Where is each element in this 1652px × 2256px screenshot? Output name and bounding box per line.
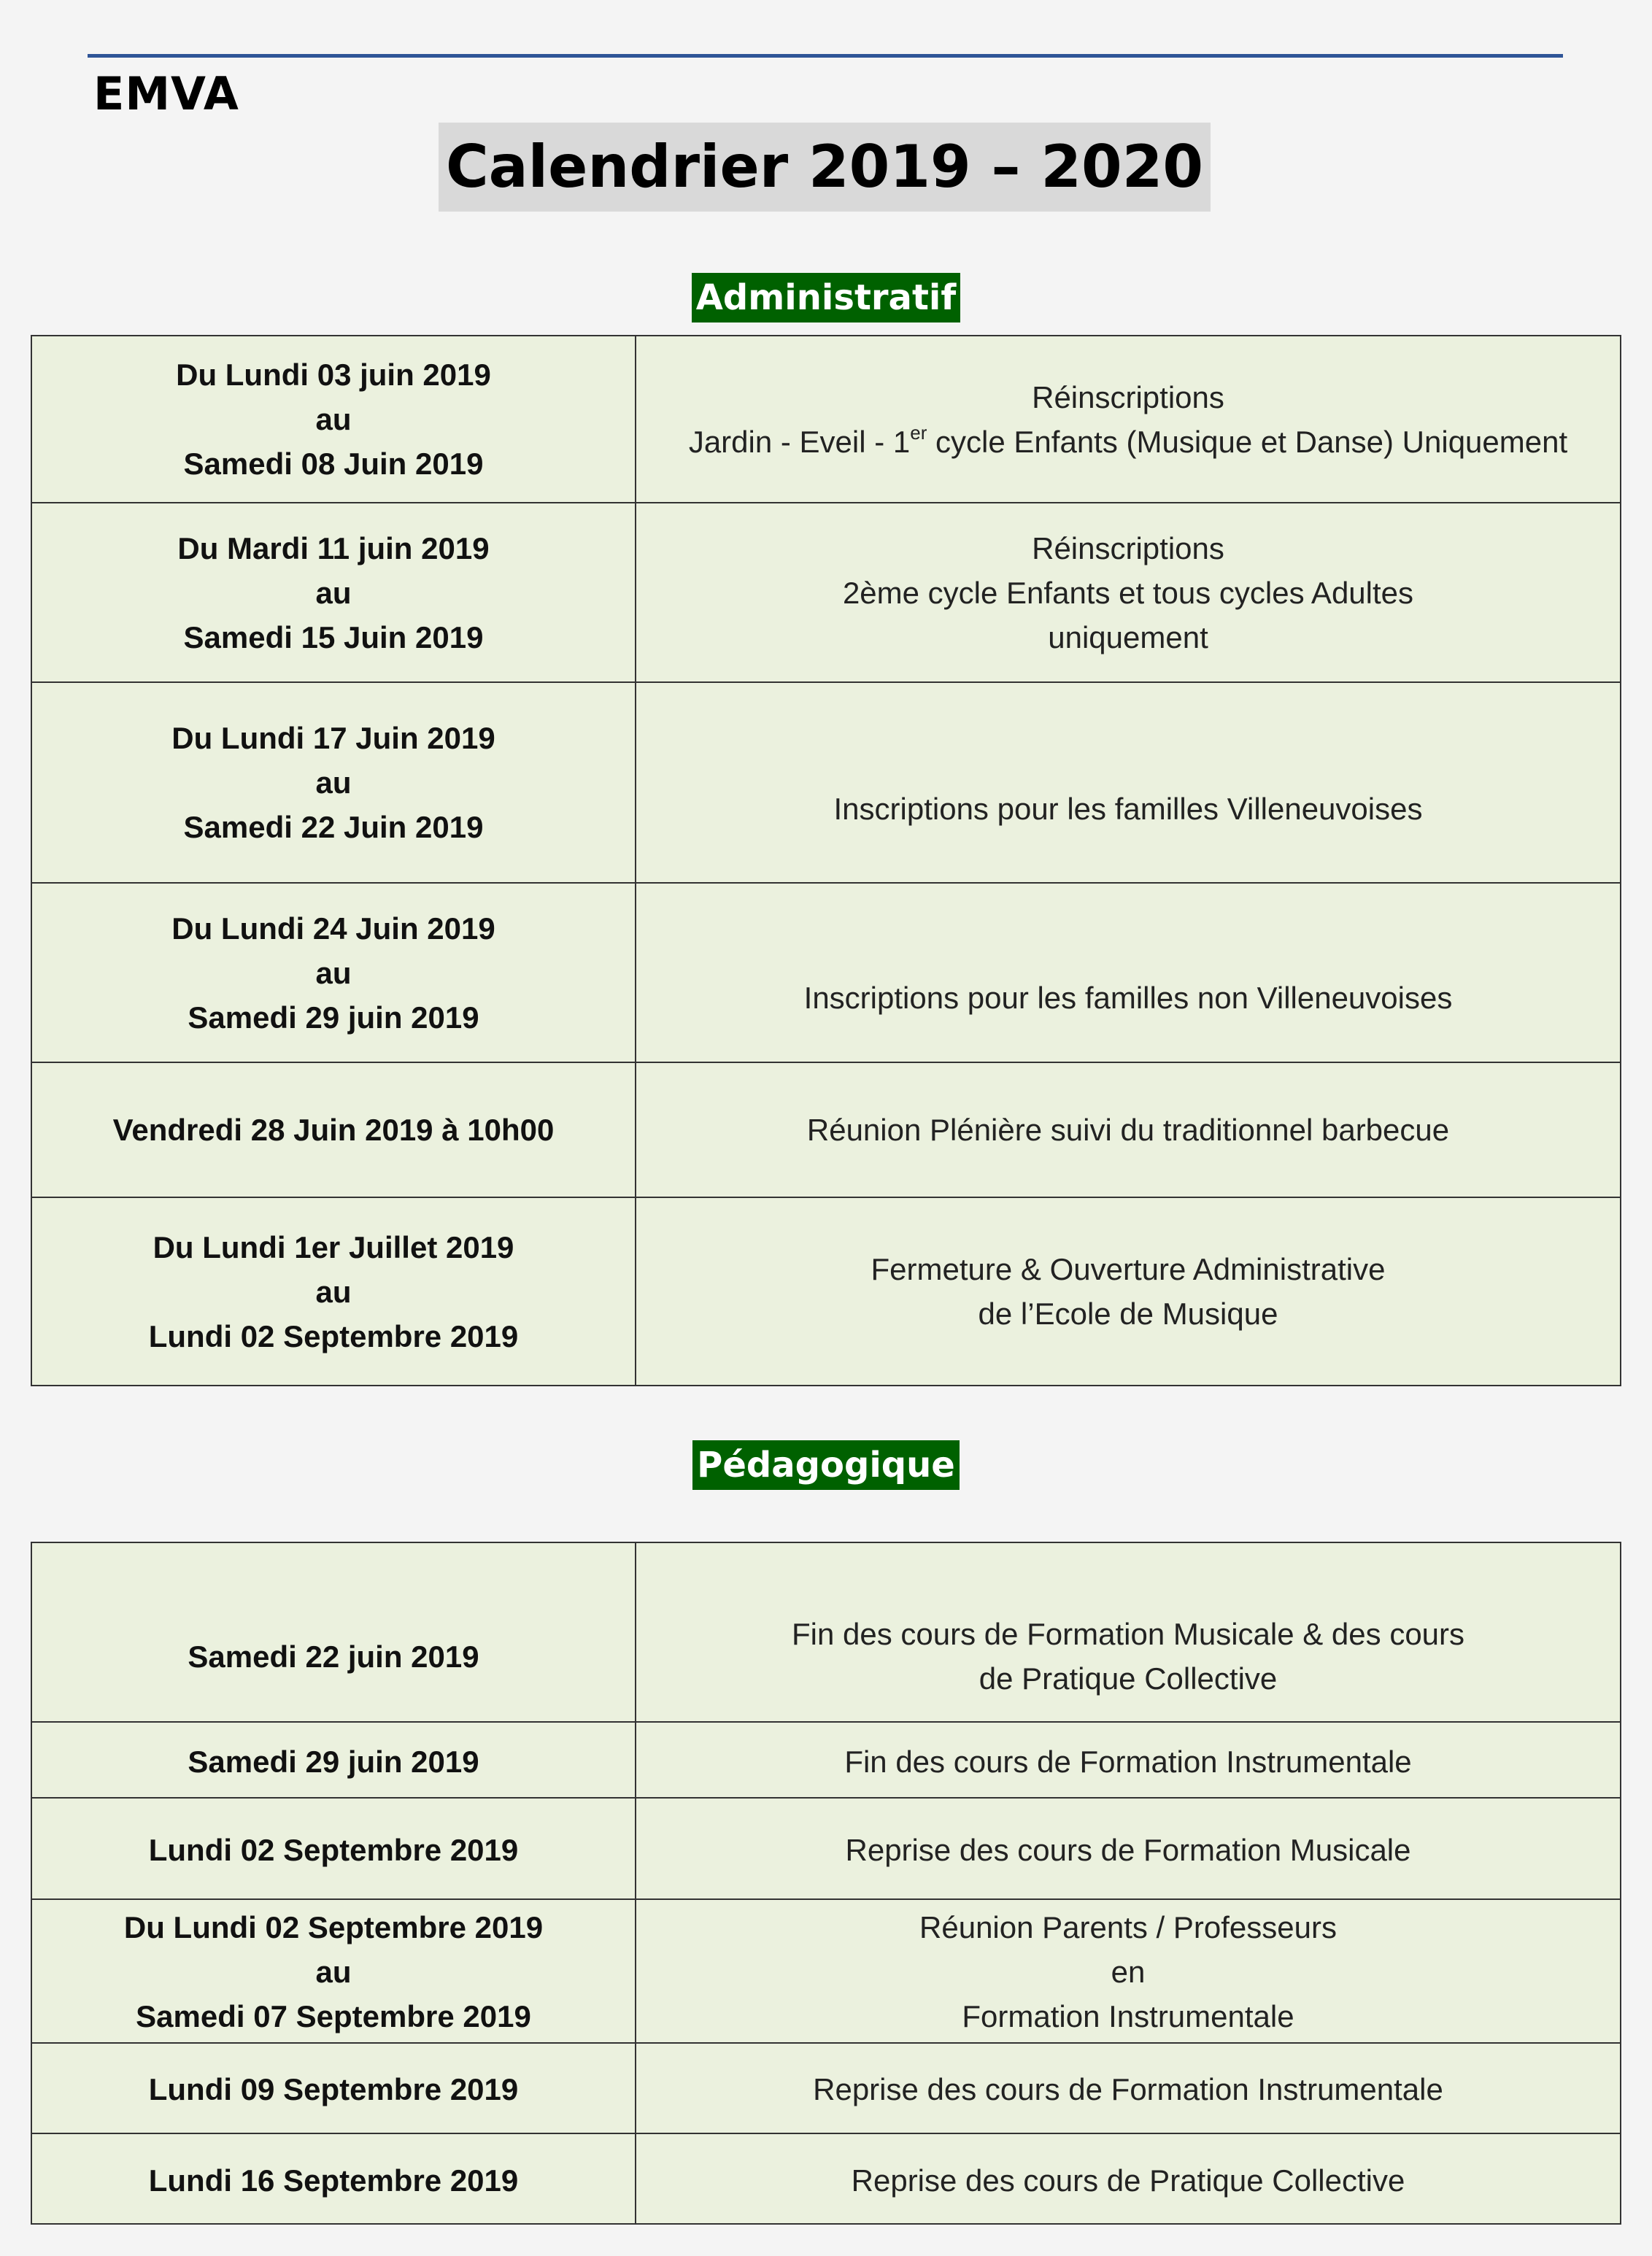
date-cell — [31, 682, 636, 883]
date-line: Samedi 07 Septembre 2019 — [136, 1999, 531, 2033]
date-line: Du Lundi 03 juin 2019 — [176, 358, 491, 392]
desc-line: Fin des cours de Formation Musicale & des cours — [791, 1617, 1465, 1651]
desc-line — [644, 420, 1613, 464]
desc-line: Reprise des cours de Formation Instrumentale — [813, 2071, 1443, 2106]
desc-line: Réunion Plénière suivi du traditionnel barbecue — [806, 1113, 1450, 1147]
date-line: Lundi 09 Septembre 2019 — [148, 2071, 519, 2106]
date-line: au — [315, 402, 352, 436]
desc-cell — [636, 2043, 1621, 2133]
date-cell — [31, 2133, 636, 2224]
date-line: Du Lundi 17 Juin 2019 — [171, 721, 495, 755]
desc-cell — [636, 1542, 1621, 1722]
date-line: Samedi 08 Juin 2019 — [183, 447, 484, 481]
date-cell — [31, 1798, 636, 1899]
desc-cell — [636, 2133, 1621, 2224]
table-row — [31, 1722, 1621, 1798]
date-cell — [31, 1899, 636, 2043]
title-wrap — [0, 123, 1652, 212]
date-line: Du Lundi 1er Juillet 2019 — [153, 1229, 514, 1264]
date-cell — [31, 1062, 636, 1197]
desc-line: Réinscriptions — [1032, 530, 1224, 565]
desc-cell — [636, 1722, 1621, 1798]
date-line: Samedi 29 juin 2019 — [188, 1000, 479, 1035]
table-row — [31, 1197, 1621, 1386]
table-row — [31, 503, 1621, 682]
desc-line: Formation Instrumentale — [962, 1999, 1294, 2033]
date-cell — [31, 503, 636, 682]
desc-line: Inscriptions pour les familles Villeneuvoises — [833, 792, 1423, 826]
desc-cell — [636, 1062, 1621, 1197]
date-line: Samedi 22 Juin 2019 — [183, 810, 484, 844]
superscript: er — [910, 421, 927, 444]
date-cell — [31, 336, 636, 503]
date-cell — [31, 883, 636, 1062]
date-line: Lundi 02 Septembre 2019 — [148, 1318, 519, 1353]
date-line: Du Lundi 02 Septembre 2019 — [123, 1910, 544, 1944]
table-row — [31, 1798, 1621, 1899]
desc-cell — [636, 682, 1621, 883]
desc-text: Jardin - Eveil - 1 — [688, 424, 911, 459]
table-row — [31, 1062, 1621, 1197]
table-row — [31, 2043, 1621, 2133]
date-cell — [31, 2043, 636, 2133]
table-row — [31, 1899, 1621, 2043]
desc-line: en — [1111, 1955, 1146, 1989]
date-cell — [31, 1542, 636, 1722]
date-line: Du Lundi 24 Juin 2019 — [171, 911, 495, 946]
desc-line: Réunion Parents / Professeurs — [919, 1910, 1337, 1944]
desc-line: Reprise des cours de Pratique Collective — [851, 2163, 1405, 2198]
desc-line: Fin des cours de Formation Instrumentale — [844, 1744, 1412, 1779]
desc-text: cycle Enfants (Musique et Danse) Uniquement — [927, 424, 1568, 459]
date-line: au — [315, 575, 352, 610]
date-line: Du Mardi 11 juin 2019 — [177, 530, 490, 565]
date-line: au — [315, 765, 352, 800]
table-row — [31, 682, 1621, 883]
desc-line: Inscriptions pour les familles non Villeneuvoises — [803, 980, 1453, 1015]
desc-line: uniquement — [1048, 619, 1208, 654]
date-line: Samedi 22 juin 2019 — [188, 1639, 479, 1674]
desc-line: 2ème cycle Enfants et tous cycles Adultes — [842, 575, 1414, 610]
desc-cell — [636, 503, 1621, 682]
date-line: au — [315, 1274, 352, 1309]
page-title: Calendrier 2019 – 2020 — [439, 123, 1211, 212]
date-line: Samedi 15 Juin 2019 — [183, 619, 484, 654]
date-cell — [31, 1722, 636, 1798]
date-line: au — [315, 1955, 352, 1989]
desc-cell — [636, 883, 1621, 1062]
table-row — [31, 883, 1621, 1062]
date-line: au — [315, 955, 352, 990]
pedagogique-table — [31, 1542, 1621, 2225]
desc-cell — [636, 336, 1621, 503]
desc-line: de Pratique Collective — [979, 1661, 1278, 1696]
date-line: Lundi 16 Septembre 2019 — [148, 2163, 519, 2198]
desc-line: Reprise des cours de Formation Musicale — [845, 1833, 1411, 1867]
desc-cell — [636, 1197, 1621, 1386]
section-heading-label: Pédagogique — [692, 1440, 960, 1490]
administratif-table — [31, 335, 1621, 1386]
desc-line: de l’Ecole de Musique — [978, 1297, 1278, 1331]
table-row — [31, 1542, 1621, 1722]
desc-cell — [636, 1899, 1621, 2043]
date-line: Lundi 02 Septembre 2019 — [148, 1833, 519, 1867]
table-row — [31, 336, 1621, 503]
desc-line: Réinscriptions — [1032, 379, 1224, 414]
section-heading-administratif — [0, 273, 1652, 322]
header-rule — [88, 54, 1563, 58]
table-row — [31, 2133, 1621, 2224]
org-name: EMVA — [93, 67, 239, 120]
date-line: Samedi 29 juin 2019 — [188, 1744, 479, 1779]
section-heading-label: Administratif — [692, 273, 960, 322]
date-line: Vendredi 28 Juin 2019 à 10h00 — [112, 1113, 555, 1147]
desc-cell — [636, 1798, 1621, 1899]
section-heading-pedagogique — [0, 1440, 1652, 1490]
date-cell — [31, 1197, 636, 1386]
desc-line: Fermeture & Ouverture Administrative — [871, 1252, 1386, 1286]
